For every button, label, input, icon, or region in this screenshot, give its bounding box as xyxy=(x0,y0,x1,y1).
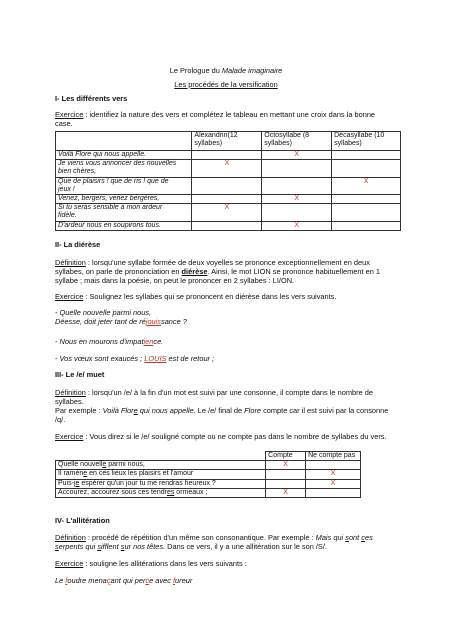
verse-cell: D'ardeur nous en soupirons tous. xyxy=(56,221,192,230)
section-heading-2: II- La diérèse xyxy=(55,240,101,249)
verse-cell: Il ramène en ces lieux les plaisirs et l'amour xyxy=(56,470,266,479)
exercise-1-line2: case. xyxy=(55,119,73,128)
mark-cell xyxy=(332,160,401,177)
verse-2-1-line2: Déesse, doit jeter tant de réjouissance ? xyxy=(55,317,187,326)
table-header-cell: Ne compte pas xyxy=(306,452,361,461)
mark-cell xyxy=(332,204,401,221)
mark-cell xyxy=(192,195,262,204)
mark-cell xyxy=(266,470,306,479)
exercise-3: Exercice : Vous direz si le /e/ souligné compte ou ne compte pas dans le nombre de syllabes du vers. xyxy=(55,432,387,441)
mark-cell xyxy=(192,151,262,160)
table-header-cell: Compte xyxy=(266,452,306,461)
mark-cell xyxy=(192,177,262,194)
table-header-cell xyxy=(56,452,266,461)
verse-2-2: - Nous en mourons d'impatience. xyxy=(55,337,164,346)
mark-cell xyxy=(262,177,332,194)
table-row xyxy=(56,177,401,194)
mark-cell: X xyxy=(266,461,306,470)
mark-cell: X xyxy=(332,177,401,194)
table-row xyxy=(56,160,401,177)
verse-cell: Venez, bergers, venez bergères, xyxy=(56,195,192,204)
table-header-row xyxy=(56,132,401,151)
table-row xyxy=(56,488,361,497)
table-header-cell: Décasyllabe (10 syllabes) xyxy=(332,132,401,151)
mark-cell xyxy=(262,160,332,177)
verse-cell: Voilà Flore qui nous appelle. xyxy=(56,151,192,160)
mark-cell xyxy=(262,204,332,221)
document-title: Le Prologue du Malade imaginaire xyxy=(169,66,283,75)
mark-cell xyxy=(332,151,401,160)
section-heading-4: IV- L'allitération xyxy=(55,516,110,525)
mark-cell: X xyxy=(306,479,361,488)
table-header-cell xyxy=(56,132,192,151)
document-subtitle: Les procédés de la versification xyxy=(174,80,278,89)
definition-3-line1: Définition : lorsqu'un /e/ à la fin d'un mot est suivi par une consonne, il compte dans le nombre de xyxy=(55,388,373,397)
mark-cell: X xyxy=(262,151,332,160)
verse-cell: Que de plaisirs ! que de ris ! que de jeux ! xyxy=(56,177,192,194)
mark-cell xyxy=(192,221,262,230)
mute-e-table xyxy=(55,451,361,498)
verse-cell: Accourez, accourez sous ces tendres ormeaux ; xyxy=(56,488,266,497)
definition-2-line3: syllabe ; mais dans la poésie, on peut le prononcer en 2 syllabes : LI/ON. xyxy=(55,276,295,285)
exercise-2: Exercice : Soulignez les syllabes qui se prononcent en diérèse dans les vers suivants. xyxy=(55,292,337,301)
mark-cell: X xyxy=(306,470,361,479)
verse-4: Le foudre menaçant qui perce avec fureur xyxy=(55,576,193,585)
verse-2-1-line1: - Quelle nouvelle parmi nous, xyxy=(55,308,152,317)
mark-cell xyxy=(332,221,401,230)
mark-cell: X xyxy=(266,488,306,497)
section-heading-1: I- Les différents vers xyxy=(55,94,128,103)
verse-type-table xyxy=(55,131,401,231)
table-row xyxy=(56,221,401,230)
definition-4-line1: Définition : procédé de répétition d'un même son consonantique. Par exemple : Mais qui sont ces xyxy=(55,533,373,542)
verse-2-3: - Vos vœux sont exaucés ; LOUIS est de retour ; xyxy=(55,354,215,363)
example-3-line2: /q/. xyxy=(55,415,66,424)
verse-cell: Si tu seras sensible à mon ardeur fidèle. xyxy=(56,204,192,221)
table-header-row xyxy=(56,452,361,461)
verse-cell: Puis-je espérer qu'un jour tu me rendras heureux ? xyxy=(56,479,266,488)
mark-cell: X xyxy=(262,221,332,230)
table-row xyxy=(56,461,361,470)
mark-cell: X xyxy=(192,160,262,177)
table-row xyxy=(56,195,401,204)
mark-cell: X xyxy=(192,204,262,221)
exercise-1-line1: Exercice : identifiez la nature des vers et complétez le tableau en mettant une croix dans la bonne xyxy=(55,110,376,119)
table-header-cell: Octosyllabe (8 syllabes) xyxy=(262,132,332,151)
mark-cell xyxy=(332,195,401,204)
definition-4-line2: serpents qui sifflent sur nos têtes. Dans ce vers, il y a une allitération sur le son /S/. xyxy=(55,542,327,551)
section-heading-3: III- Le /e/ muet xyxy=(55,370,105,379)
mark-cell xyxy=(306,488,361,497)
definition-2-line2: syllabes, on parle de prononciation en diérèse. Ainsi, le mot LION se prononce habituellement en 1 xyxy=(55,267,380,276)
exercise-4: Exercice : souligne les allitérations dans les vers suivants : xyxy=(55,559,247,568)
table-row xyxy=(56,204,401,221)
example-3-line1: Par exemple : Voilà Flore qui nous appelle. Le /e/ final de Flore compte car il est suivi par la consonne xyxy=(55,406,389,415)
table-row xyxy=(56,479,361,488)
definition-2-line1: Définition : lorsqu'une syllabe formée de deux voyelles se prononce exceptionnellement en deux xyxy=(55,258,370,267)
verse-cell: Quelle nouvelle parmi nous, xyxy=(56,461,266,470)
mark-cell: X xyxy=(262,195,332,204)
table-row xyxy=(56,151,401,160)
definition-3-line2: syllabes. xyxy=(55,397,84,406)
table-row xyxy=(56,470,361,479)
verse-cell: Je viens vous annoncer des nouvelles bien chères, xyxy=(56,160,192,177)
mark-cell xyxy=(306,461,361,470)
mark-cell xyxy=(266,479,306,488)
table-header-cell: Alexandrin(12 syllabes) xyxy=(192,132,262,151)
